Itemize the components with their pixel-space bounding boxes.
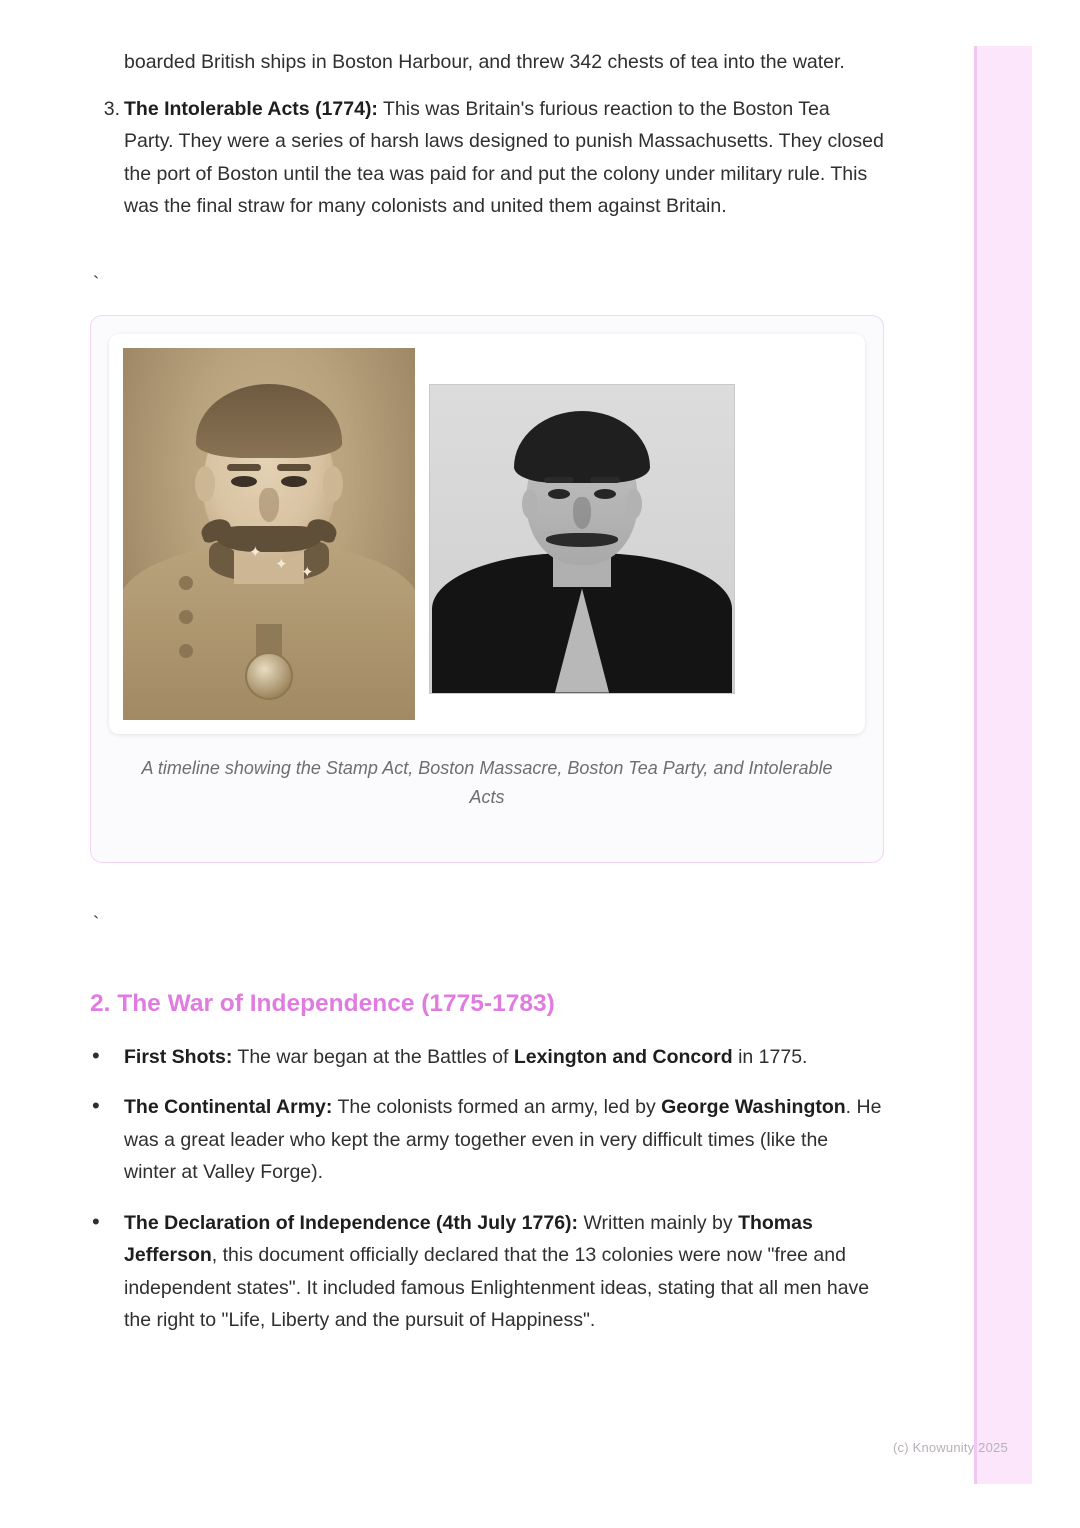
bullet-emphasis: George Washington [661, 1096, 846, 1118]
stray-backtick-2: ` [93, 913, 100, 935]
archduke-portrait-sepia: ✦ ✦ ✦ [123, 348, 415, 720]
list-item [92, 1041, 884, 1074]
figure-image-row [109, 334, 865, 734]
bullet-marker: • [92, 1042, 100, 1068]
bullet-text: The colonists formed an army, led by [332, 1096, 662, 1118]
bulleted-list [90, 1041, 884, 1337]
bullet-term: The Continental Army: [124, 1096, 333, 1118]
numbered-list [90, 93, 884, 223]
list-item [92, 1207, 884, 1337]
copyright-watermark: (c) Knowunity 2025 [893, 1440, 1008, 1455]
section-heading: 2. The War of Independence (1775-1783) [90, 989, 555, 1017]
list-marker: 3. [103, 97, 120, 120]
bullet-term: First Shots: [124, 1045, 233, 1068]
bullet-marker: • [92, 1208, 100, 1234]
figure-card [90, 315, 884, 863]
bullet-text-tail: , this document officially declared that the 13 colonies were now "free and independent states". It included famous Enlightenment ideas, stating that all men have the right to "Life, Liberty and the pursuit of Happiness". [124, 1244, 870, 1331]
bullet-text: The war began at the Battles of [232, 1045, 514, 1068]
figure-caption: A timeline showing the Stamp Act, Boston Massacre, Boston Tea Party, and Intolerable Acts [141, 757, 833, 807]
young-man-portrait-grayscale [429, 384, 735, 694]
stray-backtick-1: ` [93, 273, 100, 295]
bullet-marker: • [92, 1093, 100, 1118]
bullet-term: The Declaration of Independence (4th July 1776): [124, 1211, 579, 1234]
list-item [103, 93, 884, 223]
list-item [92, 1091, 884, 1189]
bullet-text: Written mainly by [578, 1211, 739, 1234]
page-side-accent-band [974, 46, 1032, 1484]
list-item-term: The Intolerable Acts (1774): [124, 97, 378, 120]
bullet-text-tail: . He was a great leader who kept the army together even in very difficult times (like the winter at Valley Forge). [124, 1096, 882, 1183]
continuation-paragraph: boarded British ships in Boston Harbour, and threw 342 chests of tea into the water. [124, 51, 845, 73]
bullet-emphasis: Thomas Jefferson [124, 1211, 813, 1266]
bullet-text-tail: in 1775. [732, 1045, 808, 1068]
bullet-emphasis: Lexington and Concord [513, 1045, 733, 1068]
list-item-text: This was Britain's furious reaction to the Boston Tea Party. They were a series of harsh laws designed to punish Massachusetts. They closed the port of Boston until the tea was paid for and put the colony under military rule. This was the final straw for many colonists and united them against Britain. [124, 97, 884, 217]
